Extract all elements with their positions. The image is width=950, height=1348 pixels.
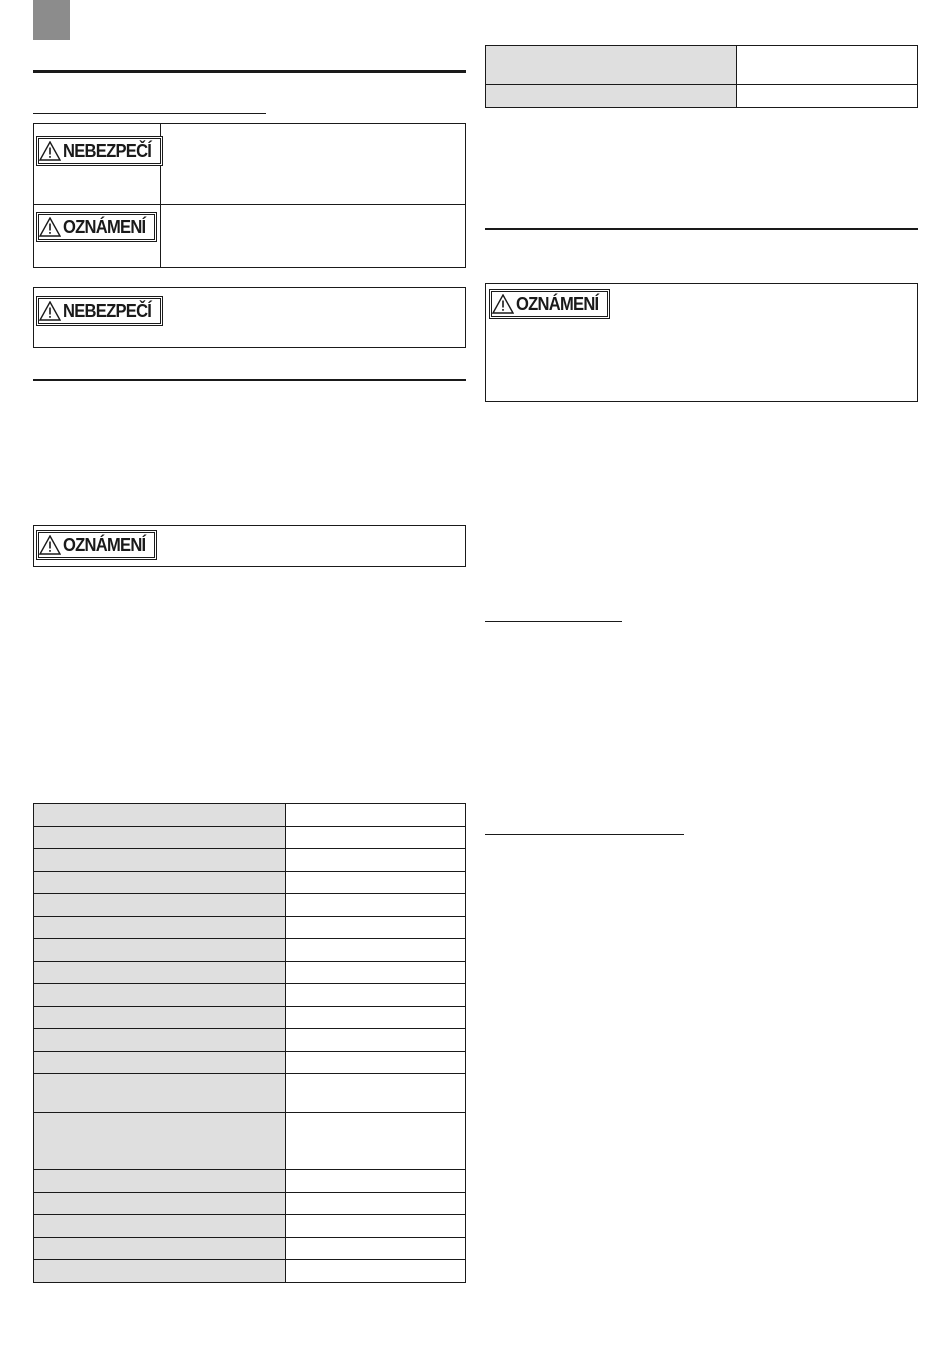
table-row: [34, 849, 466, 872]
table-value-cell: [737, 46, 918, 85]
table-row: [34, 804, 466, 827]
table-key-cell: [34, 1029, 286, 1052]
table-value-cell: [286, 962, 466, 984]
table-key-cell: [34, 827, 286, 849]
table-key-cell: [34, 804, 286, 827]
badge-label: OZNÁMENÍ: [63, 216, 146, 237]
table-key-cell: [34, 1260, 286, 1283]
table-value-cell: [286, 1052, 466, 1074]
table-value-cell: [286, 1238, 466, 1260]
table-value-cell: [286, 939, 466, 962]
notice-box-large: [485, 283, 918, 402]
table-key-cell: [34, 939, 286, 962]
table-value-cell: [286, 872, 466, 894]
table-key-cell: [34, 1238, 286, 1260]
table-value-cell: [286, 1170, 466, 1193]
table-row: [34, 1170, 466, 1193]
table-value-cell: [286, 1193, 466, 1215]
table-row: [34, 917, 466, 939]
warning-triangle-icon: [39, 535, 61, 555]
legend-divider-horizontal: [34, 204, 465, 205]
table-key-cell: [486, 46, 737, 85]
spec-table-continued: [485, 45, 918, 108]
danger-badge: [36, 296, 163, 326]
table-row: [34, 872, 466, 894]
table-key-cell: [34, 849, 286, 872]
table-key-cell: [34, 1007, 286, 1029]
table-value-cell: [286, 894, 466, 917]
table-key-cell: [34, 962, 286, 984]
table-row: [34, 984, 466, 1007]
danger-box: [33, 287, 466, 348]
table-row: [34, 1113, 466, 1170]
table-key-cell: [486, 85, 737, 108]
notice-badge: [36, 530, 157, 560]
table-value-cell: [286, 1007, 466, 1029]
section-rule: [33, 379, 466, 381]
table-value-cell: [286, 849, 466, 872]
table-value-cell: [286, 984, 466, 1007]
table-value-cell: [737, 85, 918, 108]
notice-box: [33, 525, 466, 567]
table-key-cell: [34, 872, 286, 894]
badge-label: NEBEZPEČÍ: [63, 140, 152, 161]
table-value-cell: [286, 827, 466, 849]
table-value-cell: [286, 1113, 466, 1170]
badge-label: OZNÁMENÍ: [516, 293, 599, 314]
table-row: [34, 1260, 466, 1283]
table-row: [34, 962, 466, 984]
table-value-cell: [286, 1260, 466, 1283]
table-row: [34, 1215, 466, 1238]
table-row: [34, 1007, 466, 1029]
table-row: [34, 1029, 466, 1052]
table-key-cell: [34, 1052, 286, 1074]
table-value-cell: [286, 804, 466, 827]
table-value-cell: [286, 1074, 466, 1113]
table-key-cell: [34, 1193, 286, 1215]
table-row: [34, 1052, 466, 1074]
specification-table: [33, 803, 466, 1283]
notice-badge: [36, 212, 157, 242]
heading-underline: [33, 113, 266, 114]
warning-triangle-icon: [492, 294, 514, 314]
table-key-cell: [34, 894, 286, 917]
table-value-cell: [286, 917, 466, 939]
table-row: [486, 85, 918, 108]
table-key-cell: [34, 1074, 286, 1113]
table-row: [34, 1238, 466, 1260]
warning-triangle-icon: [39, 301, 61, 321]
table-key-cell: [34, 1170, 286, 1193]
table-row: [34, 827, 466, 849]
warning-triangle-icon: [39, 217, 61, 237]
heading-underline: [485, 621, 622, 622]
section-rule: [485, 228, 918, 230]
table-value-cell: [286, 1215, 466, 1238]
notice-badge: [489, 289, 610, 319]
warning-triangle-icon: [39, 141, 61, 161]
badge-label: NEBEZPEČÍ: [63, 300, 152, 321]
table-key-cell: [34, 984, 286, 1007]
table-row: [34, 1193, 466, 1215]
table-row: [486, 46, 918, 85]
symbol-legend-box: [33, 123, 466, 268]
heading-underline: [485, 834, 684, 835]
table-value-cell: [286, 1029, 466, 1052]
table-row: [34, 894, 466, 917]
section-rule-top: [33, 70, 466, 73]
table-row: [34, 939, 466, 962]
table-key-cell: [34, 1113, 286, 1170]
danger-badge: [36, 136, 163, 166]
table-key-cell: [34, 1215, 286, 1238]
table-row: [34, 1074, 466, 1113]
badge-label: OZNÁMENÍ: [63, 534, 146, 555]
page-tab: [33, 0, 70, 40]
table-key-cell: [34, 917, 286, 939]
